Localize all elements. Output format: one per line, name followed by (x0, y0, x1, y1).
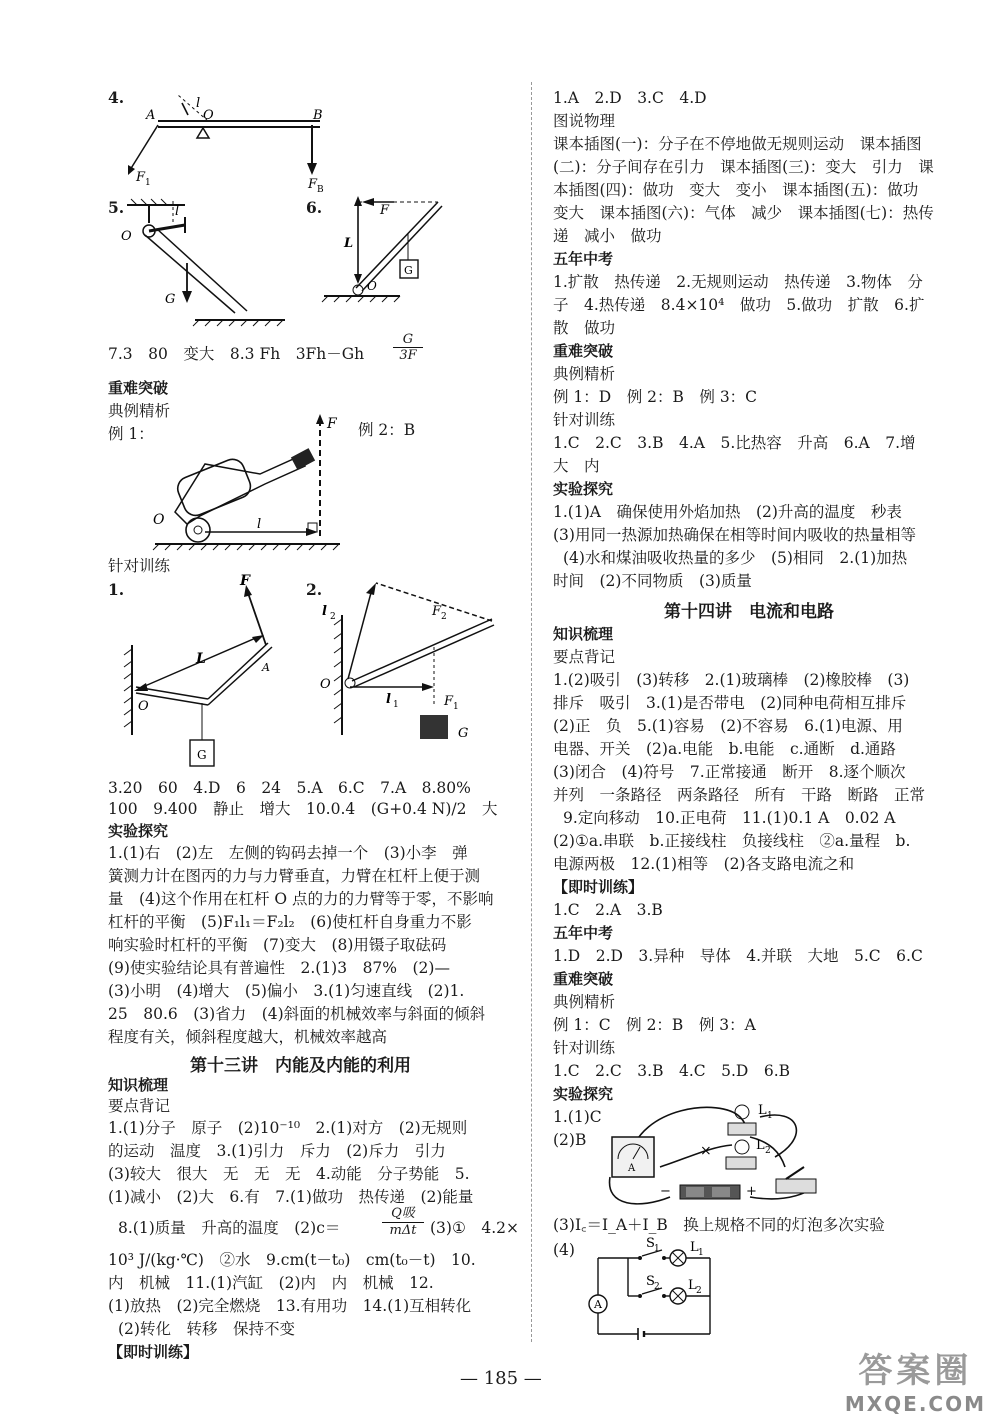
fraction-denominator: 3F (393, 347, 423, 363)
label-S2-sub: 2 (654, 1282, 660, 1292)
label-O: O (153, 512, 165, 528)
answer-line: (3)用同一热源加热确保在相等时间内吸收的热量相等 (553, 526, 916, 544)
watermark (845, 1343, 986, 1416)
label-L2: L (756, 1138, 765, 1153)
section-heading: 【即时训练】 (553, 878, 644, 896)
answer-line: 1.(1)C (553, 1108, 602, 1126)
label-L: L (196, 651, 206, 667)
label-F1-sub: 1 (145, 178, 151, 188)
label-l1-sub: 1 (393, 700, 399, 710)
label-S1: S (646, 1236, 655, 1251)
training-1-number: 1. (108, 580, 125, 599)
label-F: F (327, 416, 337, 432)
answer-line: (2)正 负 5.(1)容易 (2)不容易 6.(1)电源、用 (553, 717, 903, 735)
section-zhongnan-tupo: 重难突破 (108, 379, 169, 397)
label-O: O (121, 229, 132, 244)
answer-line: 时间 (2)不同物质 (3)质量 (553, 572, 752, 590)
section-heading: 【即时训练】 (108, 1343, 199, 1361)
section-heading: 重难突破 (553, 342, 614, 360)
section-subheading: 典例精析 (553, 993, 616, 1011)
answer-8-suffix: (3)① 4.2× (430, 1219, 519, 1237)
label-FB-sub: B (317, 185, 324, 195)
answer-4-label: (4) (553, 1241, 575, 1259)
label-L2-sub: 2 (765, 1146, 771, 1156)
label-l2: l (322, 604, 327, 619)
answer-line: 程度有关，倾斜程度越大，机械效率越高 (108, 1028, 388, 1046)
page-number: — 185 — (460, 1368, 542, 1389)
watermark-url: MXQE.COM (844, 1392, 986, 1416)
answer-3-line: (3)I꜀＝I_A＋I_B 换上规格不同的灯泡多次实验 (553, 1216, 885, 1234)
label-l: l (257, 517, 262, 532)
answer-line: 电器、开关 (2)a.电能 b.电能 c.通断 d.通路 (553, 740, 896, 758)
label-F: F (240, 573, 250, 589)
label-L1: L (690, 1240, 699, 1255)
answer-line: (2)转化 转移 保持不变 (118, 1320, 295, 1338)
answer-line: 例 1：D 例 2：B 例 3：C (553, 388, 758, 406)
answer-line: 3.20 60 4.D 6 24 5.A 6.C 7.A 8.80% (108, 779, 471, 797)
ammeter-label: A (594, 1298, 602, 1311)
section-heading: 五年中考 (553, 924, 614, 942)
answer-line: 100 9.400 静止 增大 10.0.4 (G+0.4 N)/2 大 (108, 800, 498, 818)
battery-minus: − (660, 1184, 671, 1199)
answer-8-prefix: 8.(1)质量 升高的温度 (2)c＝ (118, 1219, 341, 1237)
answer-line: 例 1：C 例 2：B 例 3：A (553, 1016, 756, 1034)
answer-line: (2)①a.串联 b.正接线柱 负接线柱 ②a.量程 b. (553, 832, 911, 850)
answer-line: (3)闭合 (4)符号 7.正常接通 断开 8.逐个顺次 (553, 763, 906, 781)
lever-diagram-fig5 (115, 195, 295, 325)
label-l: l (175, 204, 180, 219)
answer-line: 排斥 吸引 3.(1)是否带电 (2)同种电荷相互排斥 (553, 694, 907, 712)
label-L1-sub: 1 (767, 1111, 773, 1121)
lecture-14-heading: 第十四讲 电流和电路 (664, 602, 834, 622)
label-S2: S (646, 1274, 655, 1289)
fraction-g-over-3f (393, 332, 423, 363)
answer-7-8: 7.3 80 变大 8.3 Fh 3Fh－Gh (108, 345, 365, 363)
fraction-numerator: Q吸 (391, 1206, 415, 1221)
answer-line: 并列 一条路径 两条路径 所有 干路 断路 正常 (553, 786, 926, 804)
label-G: G (197, 748, 207, 762)
label-G: G (165, 292, 176, 307)
answer-line: (3)较大 很大 无 无 无 4.动能 分子势能 5. (108, 1165, 470, 1183)
answer-line: 本插图(四)：做功 变大 变小 课本插图(五)：做功 (553, 181, 919, 199)
fig6-number: 6. (306, 198, 323, 217)
answer-line: 1.(1)分子 原子 (2)10⁻¹⁰ 2.(1)对方 (2)无规则 (108, 1119, 468, 1137)
label-O: O (320, 677, 331, 692)
example-2-answer: 例 2：B (358, 421, 416, 439)
section-subheading: 要点背记 (553, 648, 616, 666)
section-dianli-jingxi: 典例精析 (108, 402, 171, 420)
label-A: A (146, 108, 156, 123)
answer-line: 簧测力计在图丙的力与力臂垂直，力臂在杠杆上便于测 (108, 867, 481, 885)
label-F: F (380, 203, 390, 218)
circuit-wiring-diagram (600, 1097, 840, 1212)
label-L1-sub: 1 (698, 1248, 704, 1258)
answer-line: 1.(2)吸引 (3)转移 2.(1)玻璃棒 (2)橡胶棒 (3) (553, 671, 910, 689)
section-subheading: 针对训练 (553, 1039, 616, 1057)
answer-line: 10³ J/(kg·℃) ②水 9.cm(t－t₀) cm(t₀－t) 10. (108, 1251, 476, 1269)
section-heading: 实验探究 (553, 1085, 614, 1103)
answer-line: 响实验时杠杆的平衡 (7)变大 (8)用镊子取砝码 (108, 936, 447, 954)
answer-line: 1.C 2.A 3.B (553, 901, 663, 919)
answer-line: 1.C 2.C 3.B 4.A 5.比热容 升高 6.A 7.增 (553, 434, 916, 452)
answer-line: 1.C 2.C 3.B 4.C 5.D 6.B (553, 1062, 791, 1080)
answer-line: 量 (4)这个作用在杠杆 O 点的力的力臂等于零，不影响 (108, 890, 494, 908)
section-heading: 五年中考 (553, 250, 614, 268)
answer-line: 内 机械 11.(1)汽缸 (2)内 内 机械 12. (108, 1274, 434, 1292)
wheelbarrow-lever-diagram (145, 412, 345, 552)
answer-line: 的运动 温度 3.(1)引力 斥力 (2)斥力 引力 (108, 1142, 446, 1160)
answer-line: 9.定向移动 10.正电荷 11.(1)0.1 A 0.02 A (563, 809, 896, 827)
section-subheading: 图说物理 (553, 112, 616, 130)
label-F2-sub: 2 (441, 612, 447, 622)
label-G: G (458, 726, 469, 741)
training-2-number: 2. (306, 580, 323, 599)
section-heading: 知识梳理 (553, 625, 614, 643)
answer-line: (二)：分子间存在引力 课本插图(三)：变大 引力 课 (553, 158, 934, 176)
wall-lever-diagram-2 (312, 575, 512, 745)
answer-line: 25 80.6 (3)省力 (4)斜面的机械效率与斜面的倾斜 (108, 1005, 486, 1023)
label-S1-sub: 1 (654, 1244, 660, 1254)
answer-line: 1.(1)右 (2)左 左侧的钩码去掉一个 (3)小李 弹 (108, 844, 468, 862)
section-heading: 实验探究 (553, 480, 614, 498)
fig5-number: 5. (108, 198, 125, 217)
answer-line: 1.D 2.D 3.异种 导体 4.并联 大地 5.C 6.C (553, 947, 923, 965)
lecture-13-heading: 第十三讲 内能及内能的利用 (190, 1056, 411, 1076)
section-subheading: 针对训练 (553, 411, 616, 429)
answer-line: 变大 课本插图(六)：气体 减少 课本插图(七)：热传 (553, 204, 934, 222)
answer-line: (1)放热 (2)完全燃烧 13.有用功 14.(1)互相转化 (108, 1297, 472, 1315)
answer-line: (9)使实验结论具有普遍性 2.(1)3 87% (2)— (108, 959, 450, 977)
label-l1: l (386, 692, 391, 707)
fig4-number: 4. (108, 88, 125, 107)
label-FB: F (308, 177, 318, 192)
section-subheading: 要点背记 (108, 1097, 171, 1115)
watermark-logo: 答案圈 (858, 1351, 973, 1391)
lever-diagram-fig4 (110, 85, 350, 195)
answer-line: 子 4.热传递 8.4×10⁴ 做功 5.做功 扩散 6.扩 (553, 296, 925, 314)
label-F1-sub: 1 (453, 702, 459, 712)
answer-line: 杠杆的平衡 (5)F₁l₁＝F₂l₂ (6)使杠杆自身重力不影 (108, 913, 472, 931)
answer-line: 课本插图(一)：分子在不停地做无规则运动 课本插图 (553, 135, 922, 153)
label-L: L (344, 236, 354, 251)
lever-diagram-fig6 (320, 192, 460, 302)
parallel-circuit-schematic (568, 1238, 718, 1342)
section-subheading: 典例精析 (553, 365, 616, 383)
label-L1: L (758, 1103, 767, 1118)
example-1-label: 例 1： (108, 425, 154, 443)
ammeter-label: A (628, 1163, 636, 1174)
fraction-denominator: mΔt (382, 1222, 424, 1239)
section-heading: 知识梳理 (108, 1076, 169, 1094)
label-O: O (138, 699, 149, 714)
answer-line: 1.(1)A 确保使用外焰加热 (2)升高的温度 秒表 (553, 503, 902, 521)
label-L2: L (688, 1278, 697, 1293)
label-L2-sub: 2 (696, 1286, 702, 1296)
section-zhendui-xunlian: 针对训练 (108, 557, 171, 575)
label-B: B (313, 108, 323, 123)
column-divider (531, 82, 532, 1342)
answer-line: (4)水和煤油吸收热量的多少 (5)相同 2.(1)加热 (563, 549, 908, 567)
label-F1: F (444, 694, 454, 709)
fraction-numerator: G (402, 332, 414, 347)
wall-lever-diagram-1 (118, 575, 288, 775)
answer-line: 递 减小 做功 (553, 227, 662, 245)
label-G: G (404, 264, 413, 277)
answer-line: 电源两极 12.(1)相等 (2)各支路电流之和 (553, 855, 855, 873)
label-O: O (367, 279, 377, 293)
answer-line: 1.扩散 热传递 2.无规则运动 热传递 3.物体 分 (553, 273, 923, 291)
answer-line: 大 内 (553, 457, 600, 475)
label-l: l (196, 96, 201, 111)
label-l2-sub: 2 (330, 612, 336, 622)
label-F1: F (136, 170, 146, 185)
answer-line: 1.A 2.D 3.C 4.D (553, 89, 707, 107)
answer-line: (3)小明 (4)增大 (5)偏小 3.(1)匀速直线 (2)1. (108, 982, 465, 1000)
answer-line: 散 做功 (553, 319, 616, 337)
section-heading: 重难突破 (553, 970, 614, 988)
section-heading: 实验探究 (108, 822, 169, 840)
svg-text:×: × (700, 1143, 712, 1159)
label-A: A (262, 661, 270, 674)
specific-heat-fraction (382, 1206, 424, 1239)
label-F2: F (432, 604, 442, 619)
battery-plus: + (746, 1184, 757, 1199)
answer-line: (2)B (553, 1131, 587, 1149)
answer-line: (1)减小 (2)大 6.有 7.(1)做功 热传递 (2)能量 (108, 1188, 474, 1206)
label-O: O (203, 108, 214, 123)
